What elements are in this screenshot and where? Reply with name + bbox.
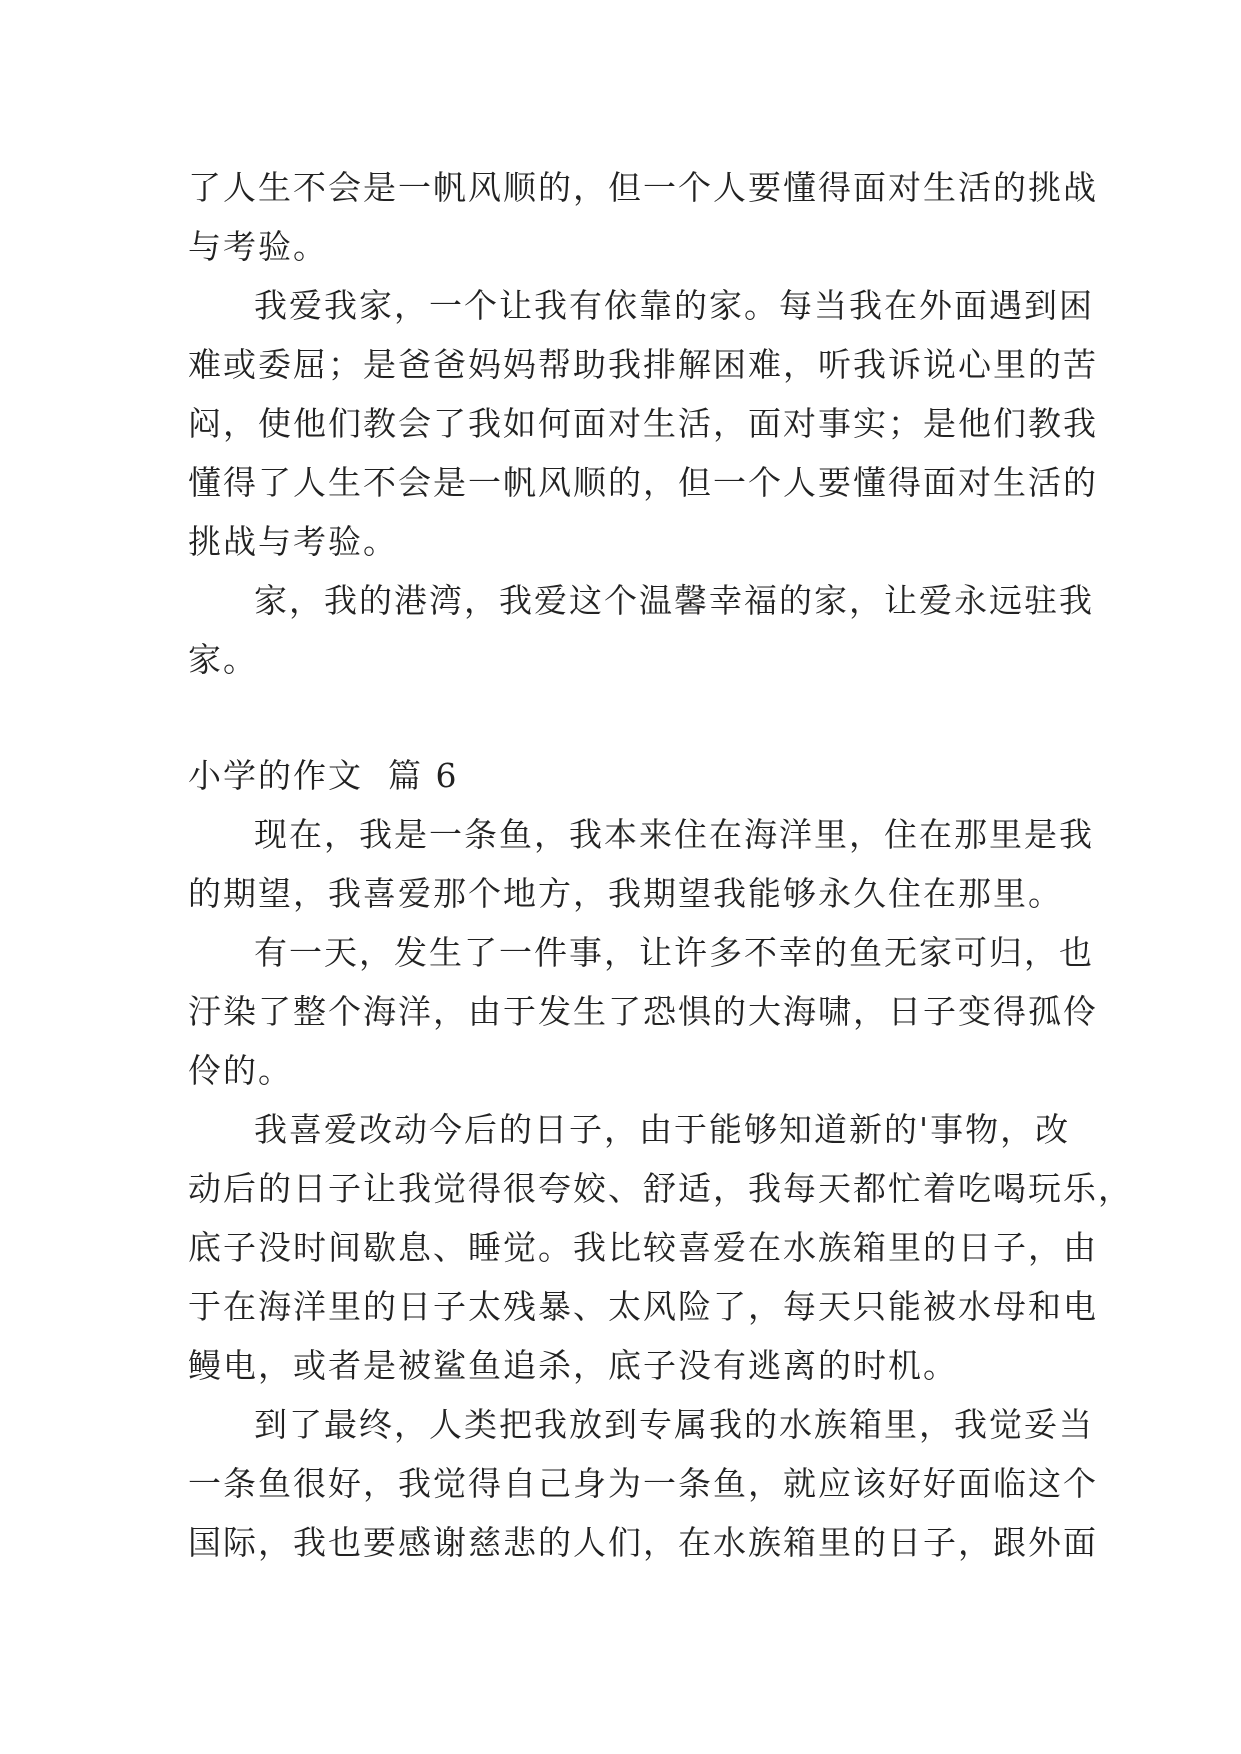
text-line: 我爱我家，一个让我有依靠的家。每当我在外面遇到困 bbox=[254, 286, 1094, 325]
text-line: 闷，使他们教会了我如何面对生活，面对事实；是他们教我 bbox=[188, 404, 1098, 443]
text-line: 懂得了人生不会是一帆风顺的，但一个人要懂得面对生活的 bbox=[188, 463, 1098, 502]
text-line: 于在海洋里的日子太残暴、太风险了，每天只能被水母和电 bbox=[188, 1287, 1098, 1326]
paragraph bbox=[188, 571, 1094, 689]
section-spacer bbox=[188, 689, 1058, 746]
text-line: 国际，我也要感谢慈悲的人们，在水族箱里的日子，跟外面 bbox=[188, 1523, 1098, 1562]
text-line: 家，我的港湾，我爱这个温馨幸福的家，让爱永远驻我 bbox=[254, 581, 1094, 620]
paragraph bbox=[188, 276, 1098, 571]
document-page bbox=[188, 158, 1133, 1572]
paragraph bbox=[188, 805, 1094, 923]
text-line: 挑战与考验。 bbox=[188, 522, 398, 561]
text-line: 到了最终，人类把我放到专属我的水族箱里，我觉妥当 bbox=[254, 1405, 1094, 1444]
text-line: 现在，我是一条鱼，我本来住在海洋里，住在那里是我 bbox=[254, 815, 1094, 854]
section-heading: 小学的作文 篇 6 bbox=[188, 756, 459, 795]
paragraph bbox=[188, 1395, 1098, 1572]
text-line: 一条鱼很好，我觉得自己身为一条鱼，就应该好好面临这个 bbox=[188, 1464, 1098, 1503]
text-line: 有一天，发生了一件事，让许多不幸的鱼无家可归，也 bbox=[254, 933, 1094, 972]
text-line: 底子没时间歇息、睡觉。我比较喜爱在水族箱里的日子，由 bbox=[188, 1228, 1098, 1267]
paragraph bbox=[188, 1100, 1133, 1395]
text-line: 鳗电，或者是被鲨鱼追杀，底子没有逃离的时机。 bbox=[188, 1346, 958, 1385]
text-line: 家。 bbox=[188, 640, 258, 679]
text-line: 动后的日子让我觉得很夸姣、舒适，我每天都忙着吃喝玩乐， bbox=[188, 1169, 1133, 1208]
text-line: 的期望，我喜爱那个地方，我期望我能够永久住在那里。 bbox=[188, 874, 1063, 913]
text-line: 了人生不会是一帆风顺的，但一个人要懂得面对生活的挑战 bbox=[188, 168, 1098, 207]
text-line: 与考验。 bbox=[188, 227, 328, 266]
text-line: 伶的。 bbox=[188, 1051, 293, 1090]
text-line: 我喜爱改动今后的日子，由于能够知道新的'事物，改 bbox=[254, 1110, 1071, 1149]
paragraph bbox=[188, 923, 1098, 1100]
text-line: 难或委屈；是爸爸妈妈帮助我排解困难，听我诉说心里的苦 bbox=[188, 345, 1098, 384]
paragraph bbox=[188, 158, 1098, 276]
text-line: 汙染了整个海洋，由于发生了恐惧的大海啸，日子变得孤伶 bbox=[188, 992, 1098, 1031]
